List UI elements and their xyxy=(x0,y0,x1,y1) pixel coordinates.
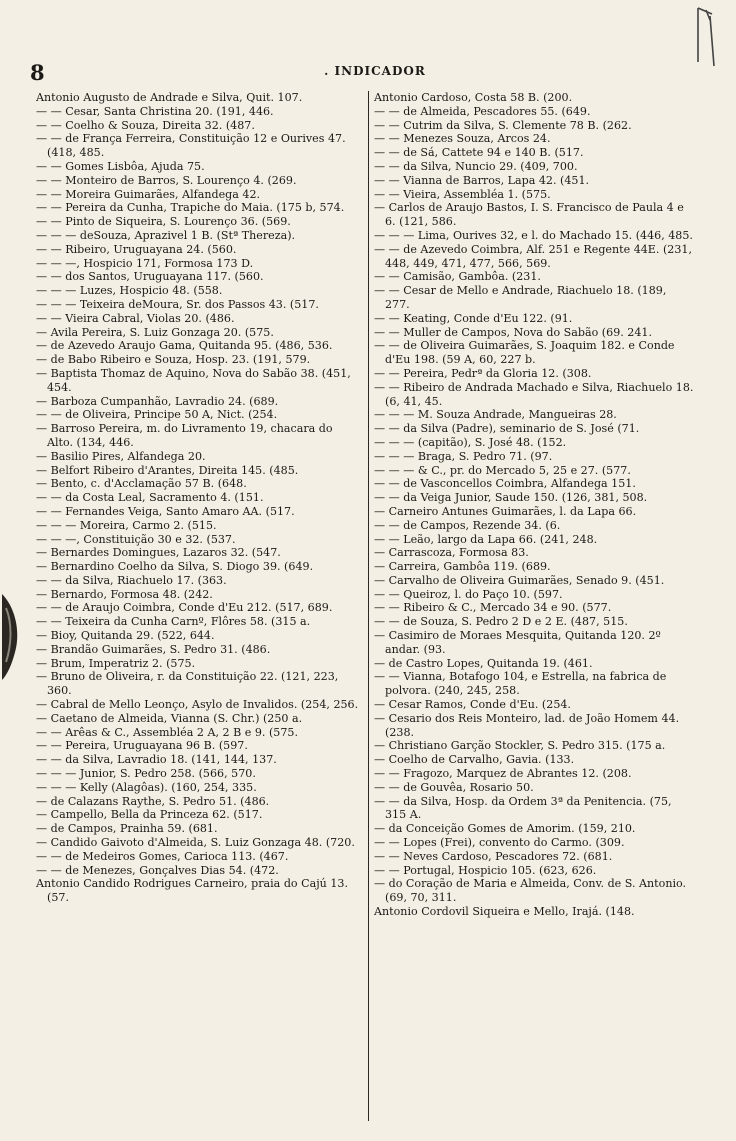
directory-entry: Antonio Cardoso, Costa 58 B. (200. xyxy=(374,91,573,104)
directory-entry: — — de Vasconcellos Coimbra, Alfandega 151. xyxy=(374,477,636,491)
directory-entry: — — Neves Cardoso, Pescadores 72. (681. xyxy=(374,849,613,863)
directory-entry: — — — Braga, S. Pedro 71. (97. xyxy=(374,449,553,463)
page-number: 8 xyxy=(30,60,45,85)
directory-entry: — Bento, c. d'Acclamação 57 B. (648. xyxy=(36,477,247,491)
directory-entry: — — Leão, largo da Lapa 66. (241, 248. xyxy=(374,532,598,546)
directory-entry: — de Calazans Raythe, S. Pedro 51. (486. xyxy=(36,794,270,808)
directory-entry: — — Queiroz, l. do Paço 10. (597. xyxy=(374,587,563,601)
directory-entry: — — de Menezes, Gonçalves Dias 54. (472. xyxy=(36,863,279,877)
directory-entry: — — Cutrim da Silva, S. Clemente 78 B. (262. xyxy=(374,118,632,132)
directory-entry: — — Portugal, Hospicio 105. (623, 626. xyxy=(374,863,597,877)
directory-entry: — — Arêas & C., Assembléa 2 A, 2 B e 9. (575. xyxy=(36,725,299,739)
directory-entry: — — —, Hospicio 171, Formosa 173 D. xyxy=(36,256,254,270)
directory-entry: — — — Teixeira deMoura, Sr. dos Passos 43. (517. xyxy=(36,297,319,311)
directory-entry: — — Menezes Souza, Arcos 24. xyxy=(374,132,551,146)
binding-stain xyxy=(0,588,22,684)
directory-entry: — Barboza Cumpanhão, Lavradio 24. (689. xyxy=(36,394,279,408)
directory-entry: — — — Junior, S. Pedro 258. (566, 570. xyxy=(36,767,256,781)
directory-entry: — Carvalho de Oliveira Guimarães, Senado 9. (451. xyxy=(374,573,665,587)
directory-entry: — — Muller de Campos, Nova do Sabão (69. 241. xyxy=(374,325,653,339)
directory-entry: — — — Luzes, Hospicio 48. (558. xyxy=(36,284,223,298)
directory-entry: — — Gomes Lisbôa, Ajuda 75. xyxy=(36,159,205,173)
directory-entry: — Campello, Bella da Princeza 62. (517. xyxy=(36,808,263,822)
directory-entry: — Avila Pereira, S. Luiz Gonzaga 20. (575. xyxy=(36,325,274,339)
running-title: . INDICADOR xyxy=(324,64,426,78)
directory-entry: — — Pinto de Siqueira, S. Lourenço 36. (569. xyxy=(36,215,291,229)
directory-entry: — — de Medeiros Gomes, Carioca 113. (467. xyxy=(36,849,289,863)
directory-entry: — Bernardino Coelho da Silva, S. Diogo 39. (649. xyxy=(36,560,314,574)
directory-entry: — Carneiro Antunes Guimarães, l. da Lapa 66. xyxy=(374,504,637,518)
directory-entry: — — da Silva, Hosp. da Ordem 3ª da Penitencia. (75, 315 A. xyxy=(374,794,672,822)
directory-entry: — Cesario dos Reis Monteiro, lad. de João Homem 44. (238. xyxy=(374,711,680,739)
directory-entry: — — dos Santos, Uruguayana 117. (560. xyxy=(36,270,264,284)
directory-entry: — de Babo Ribeiro e Souza, Hosp. 23. (191, 579. xyxy=(36,353,311,367)
directory-entry: Antonio Cordovil Siqueira e Mello, Irajá. (148. xyxy=(374,905,635,919)
right-column xyxy=(374,91,694,919)
directory-entry: — — de Oliveira, Principe 50 A, Nict. (254. xyxy=(36,408,278,422)
directory-entry: — Brum, Imperatriz 2. (575. xyxy=(36,656,196,670)
directory-entry: — da Conceição Gomes de Amorim. (159, 210. xyxy=(374,822,636,836)
directory-entry: Antonio Augusto de Andrade e Silva, Quit. 107. xyxy=(36,91,303,104)
directory-entry: — — de Araujo Coimbra, Conde d'Eu 212. (517, 689. xyxy=(36,601,333,615)
directory-entry: — — Lopes (Frei), convento do Carmo. (309. xyxy=(374,836,625,850)
directory-entry: — — Fernandes Veiga, Santo Amaro AA. (517. xyxy=(36,504,295,518)
directory-entry: — Bruno de Oliveira, r. da Constituição 22. (121, 223, 360. xyxy=(36,670,339,698)
directory-entry: — — da Silva (Padre), seminario de S. José (71. xyxy=(374,422,640,436)
directory-entry: — Bioy, Quitanda 29. (522, 644. xyxy=(36,629,215,643)
directory-entry: — — de Almeida, Pescadores 55. (649. xyxy=(374,104,591,118)
directory-entry: — de Campos, Prainha 59. (681. xyxy=(36,822,218,836)
directory-entry: — — — Lima, Ourives 32, e l. do Machado 15. (446, 485. xyxy=(374,228,693,242)
directory-entry: — Carreira, Gambôa 119. (689. xyxy=(374,560,551,574)
directory-entry: — — Keating, Conde d'Eu 122. (91. xyxy=(374,311,573,325)
directory-entry: — Coelho de Carvalho, Gavia. (133. xyxy=(374,753,575,767)
directory-entry: — — Vianna, Botafogo 104, e Estrella, na fabrica de polvora. (240, 245, 258. xyxy=(374,670,667,698)
directory-entry: — — Coelho & Souza, Direita 32. (487. xyxy=(36,118,255,132)
directory-entry: — — da Costa Leal, Sacramento 4. (151. xyxy=(36,491,264,505)
directory-entry: — Cesar Ramos, Conde d'Eu. (254. xyxy=(374,698,571,712)
directory-entry: — — de Gouvêa, Rosario 50. xyxy=(374,780,534,794)
directory-entry: — — de Sá, Cattete 94 e 140 B. (517. xyxy=(374,146,584,160)
directory-entry: — — da Silva, Nuncio 29. (409, 700. xyxy=(374,159,578,173)
directory-entry: — — da Silva, Lavradio 18. (141, 144, 137. xyxy=(36,753,277,767)
directory-entry: — — Moreira Guimarães, Alfandega 42. xyxy=(36,187,261,201)
directory-entry: — — Pereira, Uruguayana 96 B. (597. xyxy=(36,739,248,753)
directory-entry: — — de Azevedo Coimbra, Alf. 251 e Regente 44E. (231, 448, 449, 471, 477, 566, 569. xyxy=(374,242,692,270)
directory-entry: — — Ribeiro de Andrada Machado e Silva, Riachuelo 18. (6, 41, 45. xyxy=(374,380,694,408)
directory-entry: — — — deSouza, Aprazivel 1 B. (Stª Thereza). xyxy=(36,228,296,242)
directory-entry: — Basilio Pires, Alfandega 20. xyxy=(36,449,206,463)
directory-entry: — — —, Constituição 30 e 32. (537. xyxy=(36,532,236,546)
directory-entry: — — — M. Souza Andrade, Mangueiras 28. xyxy=(374,408,617,422)
directory-entry: — — de Souza, S. Pedro 2 D e 2 E. (487, 515. xyxy=(374,615,628,629)
directory-entry: — — Monteiro de Barros, S. Lourenço 4. (269. xyxy=(36,173,297,187)
directory-entry: — — de Campos, Rezende 34. (6. xyxy=(374,518,561,532)
directory-entry: — Belfort Ribeiro d'Arantes, Direita 145. (485. xyxy=(36,463,299,477)
directory-entry: — Carrascoza, Formosa 83. xyxy=(374,546,529,560)
directory-entry: — Christiano Garção Stockler, S. Pedro 315. (175 a. xyxy=(374,739,666,753)
margin-ink-mark xyxy=(692,6,716,66)
directory-entry: — de Azevedo Araujo Gama, Quitanda 95. (486, 536. xyxy=(36,339,333,353)
directory-entry: — Brandão Guimarães, S. Pedro 31. (486. xyxy=(36,642,271,656)
directory-entry: — — — (capitão), S. José 48. (152. xyxy=(374,435,567,449)
directory-entry: — Casimiro de Moraes Mesquita, Quitanda 120. 2º andar. (93. xyxy=(374,629,661,656)
directory-entry: — — Teixeira da Cunha Carnº, Flôres 58. (315 a. xyxy=(36,615,311,629)
left-column xyxy=(36,91,362,905)
directory-entry: — Candido Gaivoto d'Almeida, S. Luiz Gonzaga 48. (720. xyxy=(36,836,355,850)
directory-entry: — — — Kelly (Alagôas). (160, 254, 335. xyxy=(36,780,257,794)
directory-entry: — Cabral de Mello Leonço, Asylo de Invalidos. (254, 256. xyxy=(36,698,359,712)
page-header xyxy=(30,60,720,85)
directory-entry: — do Coração de Maria e Almeida, Conv. de S. Antonio. (69, 70, 311. xyxy=(374,877,687,905)
directory-entry: — — Fragozo, Marquez de Abrantes 12. (208. xyxy=(374,767,632,781)
directory-entry: — Caetano de Almeida, Vianna (S. Chr.) (250 a. xyxy=(36,711,303,725)
directory-entry: — — Ribeiro & C., Mercado 34 e 90. (577. xyxy=(374,601,612,615)
directory-entry: — — Camisão, Gambôa. (231. xyxy=(374,270,541,284)
directory-entry: — Baptista Thomaz de Aquino, Nova do Sabão 38. (451, 454. xyxy=(36,366,351,394)
directory-entry: Antonio Candido Rodrigues Carneiro, praia do Cajú 13. (57. xyxy=(36,877,348,905)
directory-entry: — — — Moreira, Carmo 2. (515. xyxy=(36,518,217,532)
directory-entry: — — Ribeiro, Uruguayana 24. (560. xyxy=(36,242,237,256)
directory-entry: — — Cesar, Santa Christina 20. (191, 446. xyxy=(36,104,274,118)
directory-entry: — — da Silva, Riachuelo 17. (363. xyxy=(36,573,227,587)
directory-entry: — — — & C., pr. do Mercado 5, 25 e 27. (577. xyxy=(374,463,631,477)
directory-entry: — — de Oliveira Guimarães, S. Joaquim 182. e Conde d'Eu 198. (59 A, 60, 227 b. xyxy=(374,339,675,367)
column-divider xyxy=(368,91,369,1121)
directory-entry: — — Pereira da Cunha, Trapiche do Maia. (175 b, 574. xyxy=(36,201,345,215)
directory-entry: — Bernardes Domingues, Lazaros 32. (547. xyxy=(36,546,281,560)
directory-entry: — — Vieira Cabral, Violas 20. (486. xyxy=(36,311,235,325)
directory-entry: — Bernardo, Formosa 48. (242. xyxy=(36,587,213,601)
directory-entry: — Barroso Pereira, m. do Livramento 19, chacara do Alto. (134, 446. xyxy=(36,422,333,449)
directory-entry: — — Vieira, Assembléa 1. (575. xyxy=(374,187,551,201)
directory-entry: — — de França Ferreira, Constituição 12 e Ourives 47. (418, 485. xyxy=(36,132,346,160)
directory-entry: — — Pereira, Pedrª da Gloria 12. (308. xyxy=(374,366,592,380)
directory-entry: — — Cesar de Mello e Andrade, Riachuelo 18. (189, 277. xyxy=(374,284,667,311)
directory-entry: — — da Veiga Junior, Saude 150. (126, 381, 508. xyxy=(374,491,648,505)
directory-entry: — de Castro Lopes, Quitanda 19. (461. xyxy=(374,656,593,670)
directory-entry: — — Vianna de Barros, Lapa 42. (451. xyxy=(374,173,590,187)
directory-entry: — Carlos de Araujo Bastos, I. S. Francisco de Paula 4 e 6. (121, 586. xyxy=(374,201,684,229)
